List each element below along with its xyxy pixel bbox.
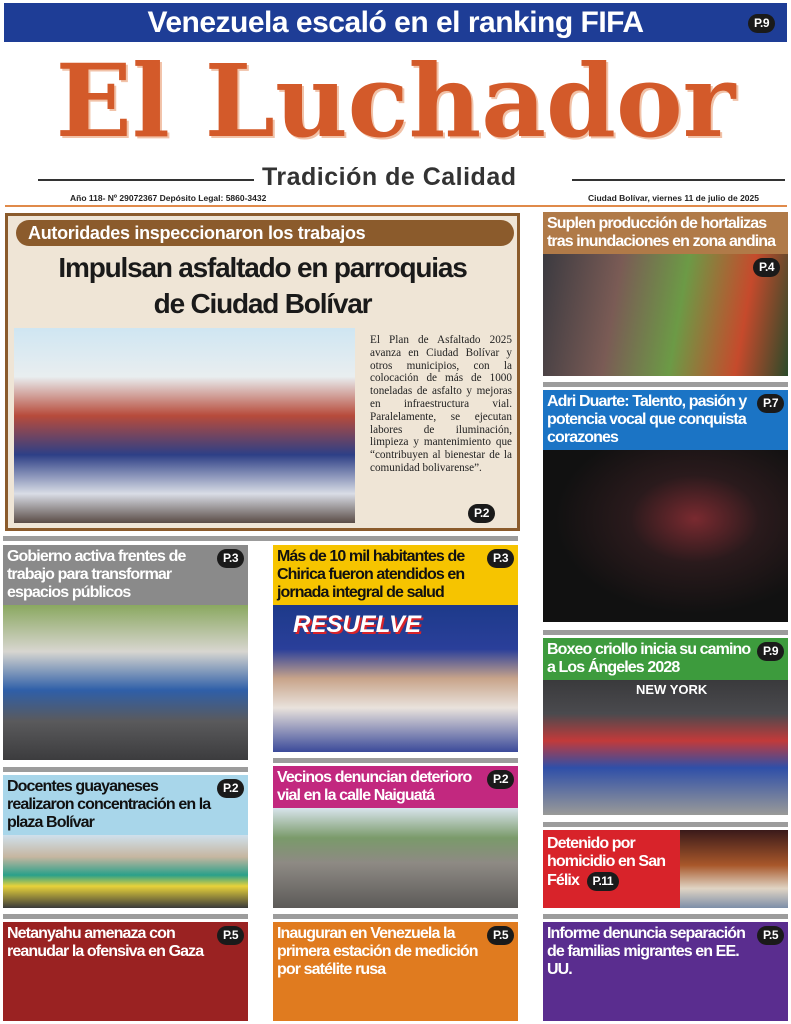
story-headline bbox=[3, 545, 248, 605]
divider bbox=[273, 758, 518, 763]
story-chirica[interactable] bbox=[273, 545, 518, 752]
story-headline bbox=[543, 390, 788, 450]
story-photo bbox=[543, 450, 788, 622]
page-badge: P.3 bbox=[217, 549, 244, 568]
story-netanyahu[interactable] bbox=[3, 922, 248, 1021]
story-headline bbox=[543, 832, 678, 896]
page-badge: P.5 bbox=[757, 926, 784, 945]
divider bbox=[38, 179, 254, 181]
story-headline-text: Más de 10 mil habitantes de Chirica fueron atendidos en jornada integral de salud bbox=[277, 548, 465, 601]
story-photo bbox=[273, 808, 518, 908]
story-headline-text: Netanyahu amenaza con reanudar la ofensiva en Gaza bbox=[7, 925, 204, 960]
masthead-logo: El Luchador bbox=[55, 42, 736, 160]
divider bbox=[543, 382, 788, 387]
divider bbox=[3, 767, 248, 772]
story-photo bbox=[543, 680, 788, 815]
divider bbox=[273, 914, 518, 919]
story-headline-text: Adri Duarte: Talento, pasión y potencia vocal que conquista corazones bbox=[547, 393, 747, 446]
story-photo bbox=[543, 254, 788, 376]
feature-story[interactable] bbox=[5, 213, 520, 531]
story-hortalizas[interactable] bbox=[543, 212, 788, 376]
date-line: Ciudad Bolívar, viernes 11 de julio de 2025 bbox=[587, 193, 759, 203]
page-badge: P.2 bbox=[487, 770, 514, 789]
page-badge: P.9 bbox=[748, 14, 775, 33]
divider bbox=[543, 914, 788, 919]
story-headline-text: Gobierno activa frentes de trabajo para transformar espacios públicos bbox=[7, 548, 186, 601]
story-headline bbox=[273, 922, 518, 982]
story-headline bbox=[3, 922, 248, 964]
top-banner[interactable] bbox=[4, 3, 787, 42]
feature-kicker: Autoridades inspeccionaron los trabajos bbox=[16, 220, 514, 246]
page-badge: P.3 bbox=[487, 549, 514, 568]
divider bbox=[543, 630, 788, 635]
story-boxeo[interactable] bbox=[543, 638, 788, 815]
page-badge: P.2 bbox=[468, 504, 495, 523]
story-gobierno[interactable] bbox=[3, 545, 248, 760]
page-badge: P.2 bbox=[217, 779, 244, 798]
story-headline bbox=[543, 638, 788, 680]
page-badge: P.5 bbox=[217, 926, 244, 945]
story-photo bbox=[3, 835, 248, 908]
story-headline bbox=[3, 775, 248, 835]
story-photo bbox=[3, 605, 248, 760]
tagline-row bbox=[0, 163, 791, 193]
story-headline-text: Detenido por homicidio en San Félix bbox=[547, 835, 666, 889]
story-headline bbox=[273, 766, 518, 808]
story-informe[interactable] bbox=[543, 922, 788, 1021]
tagline: Tradición de Calidad bbox=[262, 163, 517, 191]
page-badge: P.11 bbox=[587, 872, 619, 891]
story-headline: Suplen producción de hortalizas tras inundaciones en zona andina bbox=[543, 212, 788, 254]
page-badge: P.4 bbox=[753, 258, 780, 277]
feature-headline[interactable] bbox=[8, 250, 517, 322]
divider bbox=[3, 914, 248, 919]
story-photo bbox=[680, 830, 788, 908]
top-banner-headline: Venezuela escaló en el ranking FIFA bbox=[147, 6, 644, 39]
page-badge: P.9 bbox=[757, 642, 784, 661]
page-badge: P.7 bbox=[757, 394, 784, 413]
divider bbox=[543, 822, 788, 827]
story-docentes[interactable] bbox=[3, 775, 248, 908]
story-headline bbox=[273, 545, 518, 605]
story-headline-text: Docentes guayaneses realizaron concentración en la plaza Bolívar bbox=[7, 778, 211, 831]
story-vecinos[interactable] bbox=[273, 766, 518, 908]
story-headline-text: Informe denuncia separación de familias migrantes en EE. UU. bbox=[547, 925, 745, 978]
story-adri[interactable] bbox=[543, 390, 788, 622]
edition-info: Año 118- Nº 29072367 Depósito Legal: 5860-3432 bbox=[70, 193, 267, 203]
feature-headline-line: de Ciudad Bolívar bbox=[153, 288, 372, 319]
divider bbox=[5, 205, 787, 207]
page-badge: P.5 bbox=[487, 926, 514, 945]
divider bbox=[3, 536, 518, 541]
story-headline-text: Boxeo criollo inicia su camino a Los Ángeles 2028 bbox=[547, 641, 751, 676]
feature-body: El Plan de Asfaltado 2025 avanza en Ciudad Bolívar y otros municipios, con la colocación de más de 1000 toneladas de asfalto y mejoras en infraestructura vial. Paralelamente, se ejecutan labores de iluminación, limpieza y mantenimiento que “contribuyen al bienestar de la comunidad bolivarense”. bbox=[370, 334, 512, 474]
story-detenido[interactable] bbox=[543, 830, 788, 908]
story-headline-text: Inauguran en Venezuela la primera estación de medición por satélite rusa bbox=[277, 925, 478, 978]
story-photo bbox=[273, 605, 518, 752]
story-headline-text: Vecinos denuncian deterioro vial en la calle Naiguatá bbox=[277, 769, 472, 804]
story-headline bbox=[543, 922, 788, 982]
photo-sign: NEW YORK bbox=[636, 682, 708, 697]
feature-photo bbox=[14, 328, 355, 523]
divider bbox=[572, 179, 785, 181]
story-inauguran[interactable] bbox=[273, 922, 518, 1021]
feature-headline-line: Impulsan asfaltado en parroquias bbox=[58, 252, 467, 283]
photo-banner-text: RESUELVE bbox=[293, 611, 422, 638]
